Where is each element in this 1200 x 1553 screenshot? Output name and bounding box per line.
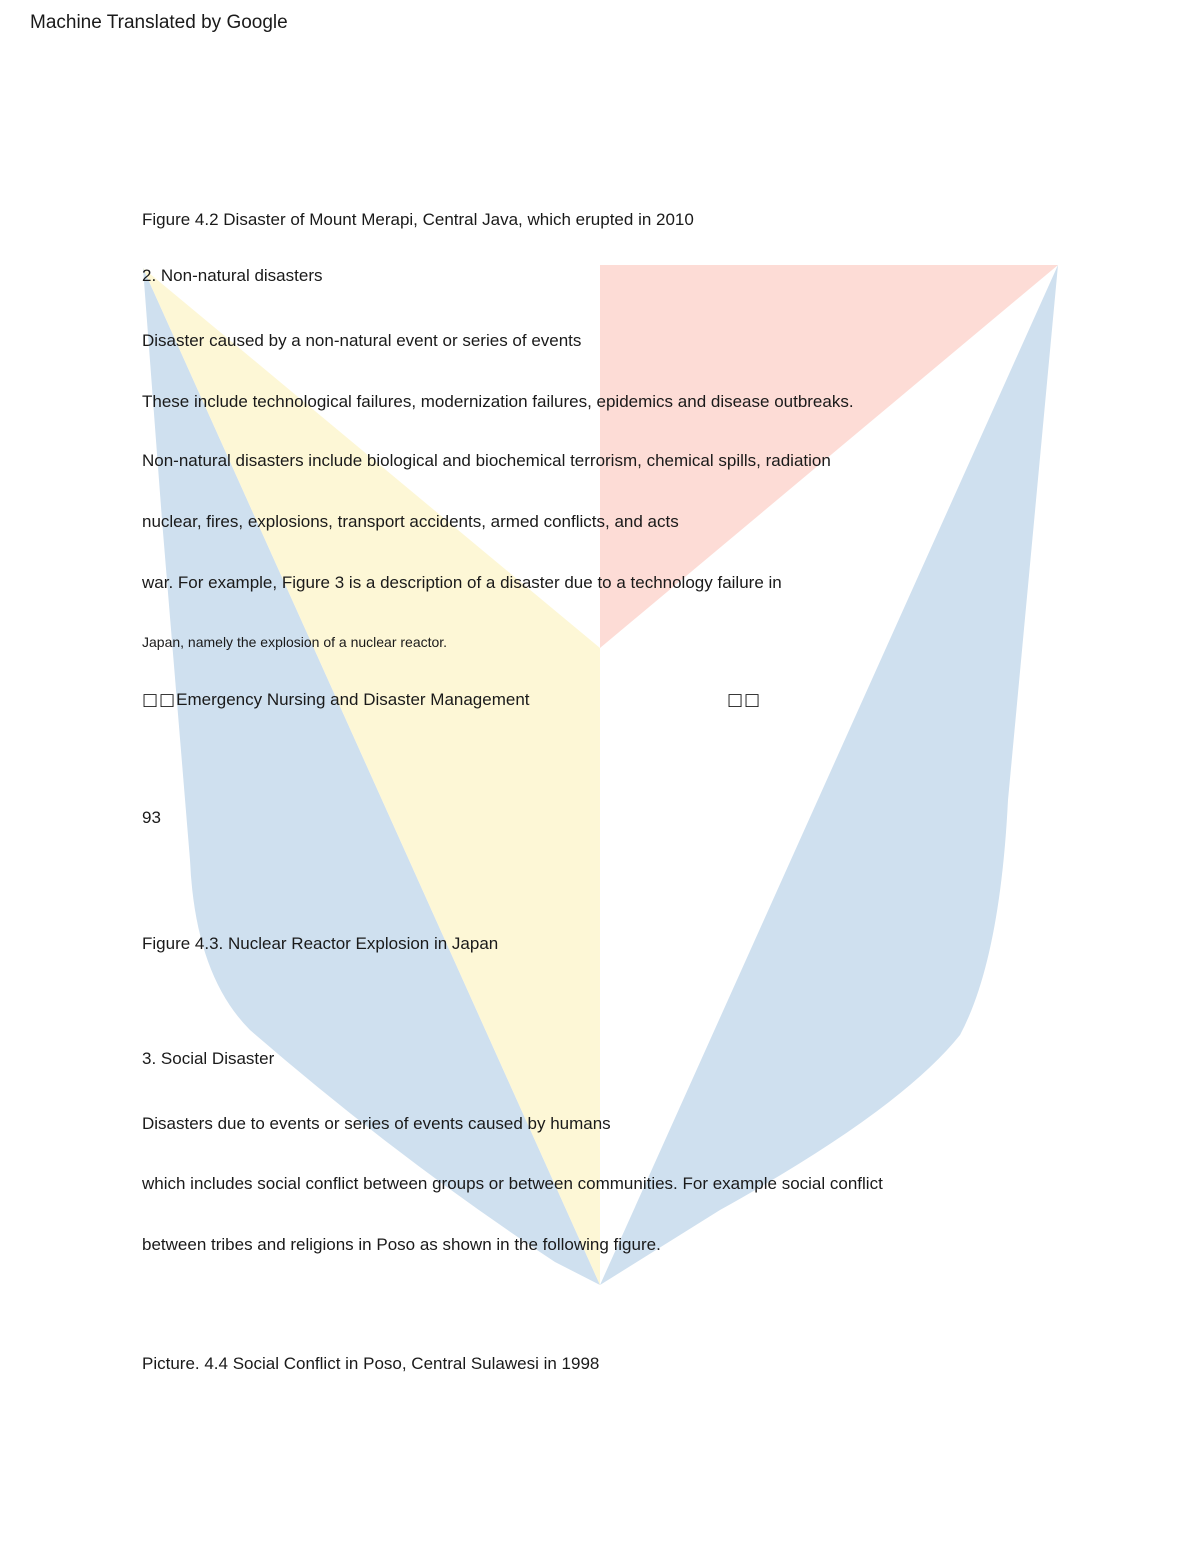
section-2-paragraph-line: Japan, namely the explosion of a nuclear reactor. xyxy=(142,634,448,650)
section-2-heading: 2. Non-natural disasters xyxy=(142,266,323,285)
section-2-paragraph-line: These include technological failures, modernization failures, epidemics and disease outbreaks. xyxy=(142,392,854,411)
footer-left-glyphs: □□ xyxy=(142,690,177,710)
footer-book-title: Emergency Nursing and Disaster Management xyxy=(176,690,530,709)
section-2-definition: Disaster caused by a non-natural event or series of events xyxy=(142,331,582,350)
section-2-paragraph-line: war. For example, Figure 3 is a description of a disaster due to a technology failure in xyxy=(142,573,782,592)
section-3-paragraph-line: which includes social conflict between groups or between communities. For example social conflict xyxy=(142,1174,883,1193)
section-2-paragraph-line: nuclear, fires, explosions, transport accidents, armed conflicts, and acts xyxy=(142,512,679,531)
figure-4-2-caption: Figure 4.2 Disaster of Mount Merapi, Central Java, which erupted in 2010 xyxy=(142,210,694,229)
footer-right-glyphs: □□ xyxy=(727,690,762,710)
figure-4-3-caption: Figure 4.3. Nuclear Reactor Explosion in Japan xyxy=(142,934,499,953)
running-footer xyxy=(142,690,782,714)
section-3-paragraph-line: between tribes and religions in Poso as shown in the following figure. xyxy=(142,1235,661,1254)
figure-4-4-caption: Picture. 4.4 Social Conflict in Poso, Central Sulawesi in 1998 xyxy=(142,1354,600,1373)
section-2-paragraph-line: Non-natural disasters include biological and biochemical terrorism, chemical spills, radiation xyxy=(142,451,831,470)
section-3-heading: 3. Social Disaster xyxy=(142,1049,275,1068)
section-3-paragraph-line: Disasters due to events or series of events caused by humans xyxy=(142,1114,611,1133)
machine-translation-note: Machine Translated by Google xyxy=(30,12,288,33)
page-number: 93 xyxy=(142,808,161,827)
footer-left xyxy=(142,690,530,710)
